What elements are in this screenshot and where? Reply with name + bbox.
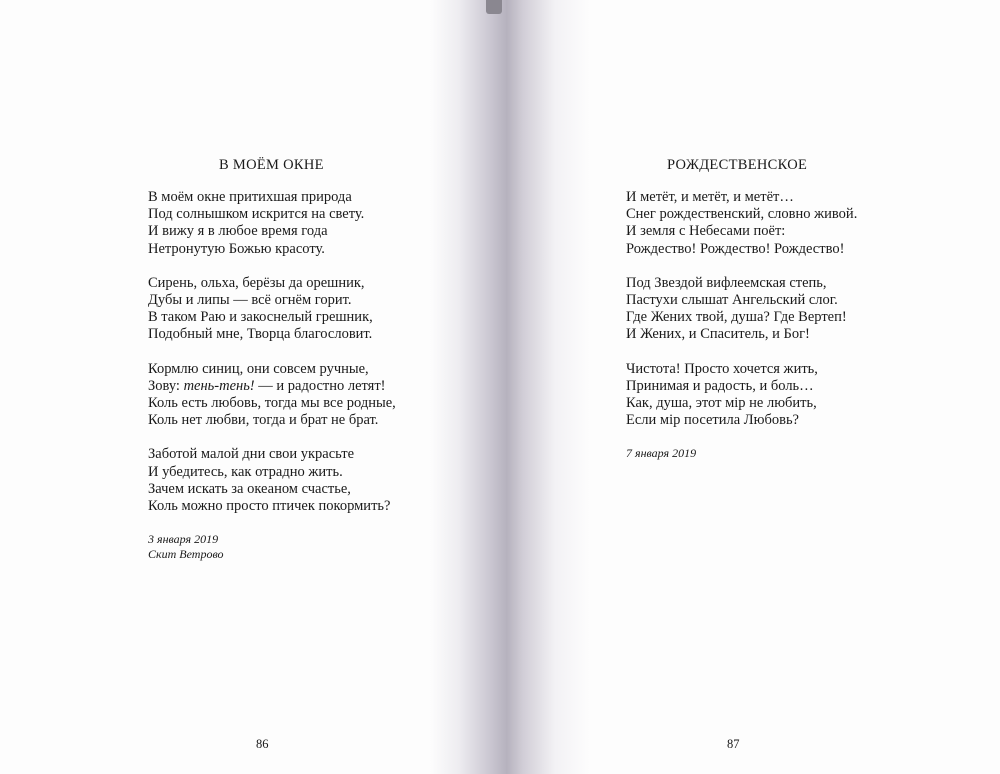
stanza: [626, 275, 857, 344]
poem-line: Где Жених твой, душа? Где Вертеп!: [626, 309, 847, 326]
right-page: [505, 0, 1000, 774]
stanza: [148, 446, 396, 515]
poem-line: Под солнышком искрится на свету.: [148, 206, 365, 223]
poem-line-italic: тень-тень!: [183, 377, 255, 394]
poem-line: Коль есть любовь, тогда мы все родные,: [148, 395, 396, 412]
poem-line: В моём окне притихшая природа: [148, 189, 352, 205]
poem-line: Если міp посетила Любовь?: [626, 412, 799, 429]
poem-line: [148, 378, 396, 395]
poem-line: Пастухи слышат Ангельский слог.: [626, 292, 838, 309]
poem-line: Принимая и радость, и боль…: [626, 377, 814, 394]
page-number: 87: [727, 737, 740, 751]
page-number: 86: [256, 737, 269, 751]
poem-line: Дубы и липы — всё огнём горит.: [148, 292, 352, 309]
poem-line: И метёт, и метёт, и метёт…: [626, 189, 794, 205]
poem-line: Коль нет любви, тогда и брат не брат.: [148, 412, 379, 429]
poem-place: Скит Ветрово: [148, 547, 224, 562]
poem-line: Сирень, ольха, берёзы да орешник,: [148, 274, 365, 291]
poem-line: Зачем искать за океаном счастье,: [148, 480, 351, 497]
poem-line: Чистота! Просто хочется жить,: [626, 360, 818, 377]
stanza: [148, 189, 396, 258]
poem-signature: [626, 446, 857, 461]
poem-date: 3 января 2019: [148, 532, 219, 547]
poem-line: И земля с Небесами поёт:: [626, 223, 786, 240]
poem-line: Снег рождественский, словно живой.: [626, 206, 858, 223]
poem-line: Под Звездой вифлеемская степь,: [626, 274, 827, 291]
poem-line: И Жених, и Спаситель, и Бог!: [626, 326, 810, 343]
poem-body: [148, 189, 396, 562]
poem-line: Рождество! Рождество! Рождество!: [626, 240, 845, 257]
poem-title: РОЖДЕСТВЕНСКОЕ: [667, 157, 808, 173]
poem-line: Коль можно просто птичек покормить?: [148, 498, 391, 515]
poem-line: Подобный мне, Творца благословит.: [148, 326, 373, 343]
poem-date: 7 января 2019: [626, 446, 697, 461]
poem-line: Нетронутую Божью красоту.: [148, 240, 325, 257]
poem-line: В таком Раю и закоснелый грешник,: [148, 309, 373, 326]
poem-line: И убедитесь, как отрадно жить.: [148, 463, 343, 480]
stanza: [626, 189, 857, 258]
poem-signature: [148, 532, 396, 562]
poem-line: Кормлю синиц, они совсем ручные,: [148, 360, 369, 377]
stanza: [626, 361, 857, 430]
poem-line: И вижу я в любое время года: [148, 223, 328, 240]
poem-line-text: — и радостно летят!: [254, 377, 386, 394]
poem-line: Как, душа, этот міp не любить,: [626, 395, 817, 412]
poem-title: В МОЁМ ОКНЕ: [219, 157, 324, 173]
poem-line-text: Зову:: [148, 377, 184, 394]
stanza: [148, 361, 396, 430]
stanza: [148, 275, 396, 344]
poem-body: [626, 189, 857, 461]
poem-line: Заботой малой дни свои украсьте: [148, 446, 355, 463]
